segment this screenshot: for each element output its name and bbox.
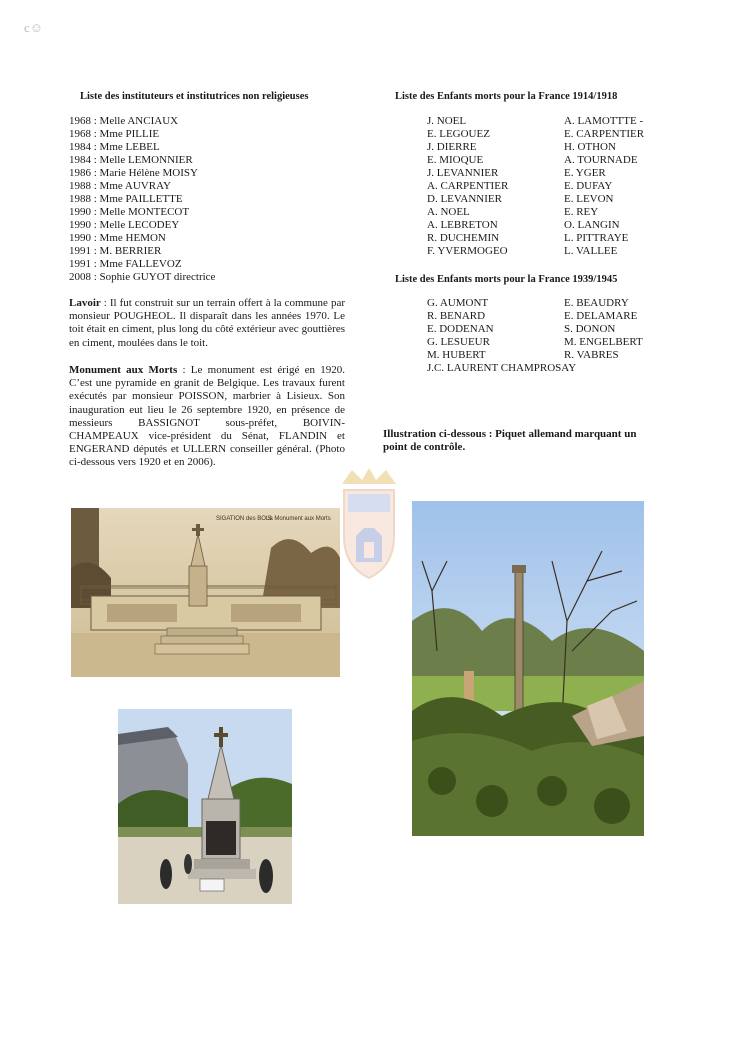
teacher-entry: 1988 : Mme AUVRAY: [69, 180, 171, 192]
teacher-entry: 1990 : Melle MONTECOT: [69, 206, 190, 218]
ww1-name: A. LEBRETON: [427, 219, 498, 231]
ww2-last-entry: J.C. LAURENT CHAMPROSAY: [427, 362, 577, 374]
ww1-name: E. DUFAY: [564, 180, 613, 192]
ww2-name: R. BENARD: [427, 310, 486, 322]
teachers-list: [69, 115, 215, 284]
monument-label: Monument aux Morts: [69, 364, 178, 376]
teacher-entry: 1990 : Mme HEMON: [69, 232, 166, 244]
ww1-heading: Liste des Enfants morts pour la France 1914/1918: [395, 91, 618, 102]
ww1-name: H. OTHON: [564, 141, 616, 153]
postcard-caption-left: SIGATION des BOIS.: [216, 516, 274, 522]
monument-text: : Le monument est érigé en 1920. C’est une pyramide en granit de Belgique. Les travaux furent exécutés par monsieur POISSON, marbrier à Lisieux. Son inauguration eut lieu le 26 septembre 1920, en présence de messieurs BASSIGNOT sous-préfet, BOIVIN-CHAMPEAUX vice-président du Sénat, FLANDIN et ENGERAND députés et ULLERN conseiller général. (Photo ci-dessous vers 1920 et en 2006).: [69, 364, 345, 469]
ww2-name: E. BEAUDRY: [564, 297, 629, 309]
ww1-name: E. YGER: [564, 167, 606, 179]
monument-postcard-photo: [71, 508, 340, 677]
teacher-entry: 1990 : Melle LECODEY: [69, 219, 180, 231]
ww1-left-list: [427, 115, 508, 258]
teachers-heading: Liste des instituteurs et institutrices non religieuses: [80, 91, 309, 102]
ww1-name: E. REY: [564, 206, 599, 218]
ww1-name: R. DUCHEMIN: [427, 232, 500, 244]
teacher-entry: 1984 : Mme LEBEL: [69, 141, 160, 153]
teacher-entry: 1968 : Mme PILLIE: [69, 128, 160, 140]
ww1-name: E. LEVON: [564, 193, 614, 205]
ww2-name: E. DELAMARE: [564, 310, 638, 322]
lavoir-paragraph: [69, 297, 345, 350]
ww2-name: M. ENGELBERT: [564, 336, 643, 348]
ww1-name: D. LEVANNIER: [427, 193, 502, 205]
ww1-name: J. DIERRE: [427, 141, 477, 153]
ww1-name: E. LEGOUEZ: [427, 128, 490, 140]
teacher-entry: 1968 : Melle ANCIAUX: [69, 115, 179, 127]
ww1-name: J. NOEL: [427, 115, 467, 127]
illustration-caption: Illustration ci-dessous : Piquet allemand marquant un point de contrôle.: [383, 428, 637, 454]
lavoir-text: : Il fut construit sur un terrain offert à la commune par monsieur POUGHEOL. Il disparaît dans les années 1970. Le toit était en ciment, plus long du côté extérieur avec gouttières en ciment, moulées dans le toit.: [69, 297, 345, 349]
ww2-name: M. HUBERT: [427, 349, 486, 361]
ww2-heading: Liste des Enfants morts pour la France 1939/1945: [395, 274, 618, 285]
teacher-entry: 1984 : Melle LEMONNIER: [69, 154, 193, 166]
ww1-name: E. MIOQUE: [427, 154, 484, 166]
ww2-name: G. LESUEUR: [427, 336, 490, 348]
ww1-name: L. VALLEE: [564, 245, 618, 257]
ww2-name: E. DODENAN: [427, 323, 494, 335]
ww1-name: J. LEVANNIER: [427, 167, 499, 179]
teacher-entry: 1988 : Mme PAILLETTE: [69, 193, 183, 205]
teacher-entry: 1986 : Marie Hélène MOISY: [69, 167, 198, 179]
ww1-name: A. CARPENTIER: [427, 180, 509, 192]
ww2-name: S. DONON: [564, 323, 616, 335]
ww1-name: O. LANGIN: [564, 219, 620, 231]
crest-watermark: [334, 466, 404, 586]
ww1-name: F. YVERMOGEO: [427, 245, 508, 257]
monument-2006-photo: [118, 709, 292, 904]
teacher-entry: 1991 : M. BERRIER: [69, 245, 162, 257]
ww1-name: A. NOEL: [427, 206, 470, 218]
german-stake-photo: [412, 501, 644, 836]
teacher-entry: 1991 : Mme FALLEVOZ: [69, 258, 182, 270]
ww1-name: A. LAMOTTTE -: [564, 115, 644, 127]
ww1-name: A. TOURNADE: [564, 154, 638, 166]
monument-paragraph: [69, 364, 345, 470]
ww2-name: R. VABRES: [564, 349, 619, 361]
ww2-right-list: [564, 297, 643, 362]
lavoir-label: Lavoir: [69, 297, 101, 309]
ww2-left-list: [427, 297, 494, 362]
teacher-entry: 2008 : Sophie GUYOT directrice: [69, 271, 216, 283]
scribble-mark: c☺: [24, 20, 44, 35]
ww1-right-list: [564, 115, 644, 258]
postcard-caption-right: Le Monument aux Morts: [266, 516, 331, 522]
ww2-name: G. AUMONT: [427, 297, 489, 309]
ww1-name: E. CARPENTIER: [564, 128, 645, 140]
ww1-name: L. PITTRAYE: [564, 232, 629, 244]
